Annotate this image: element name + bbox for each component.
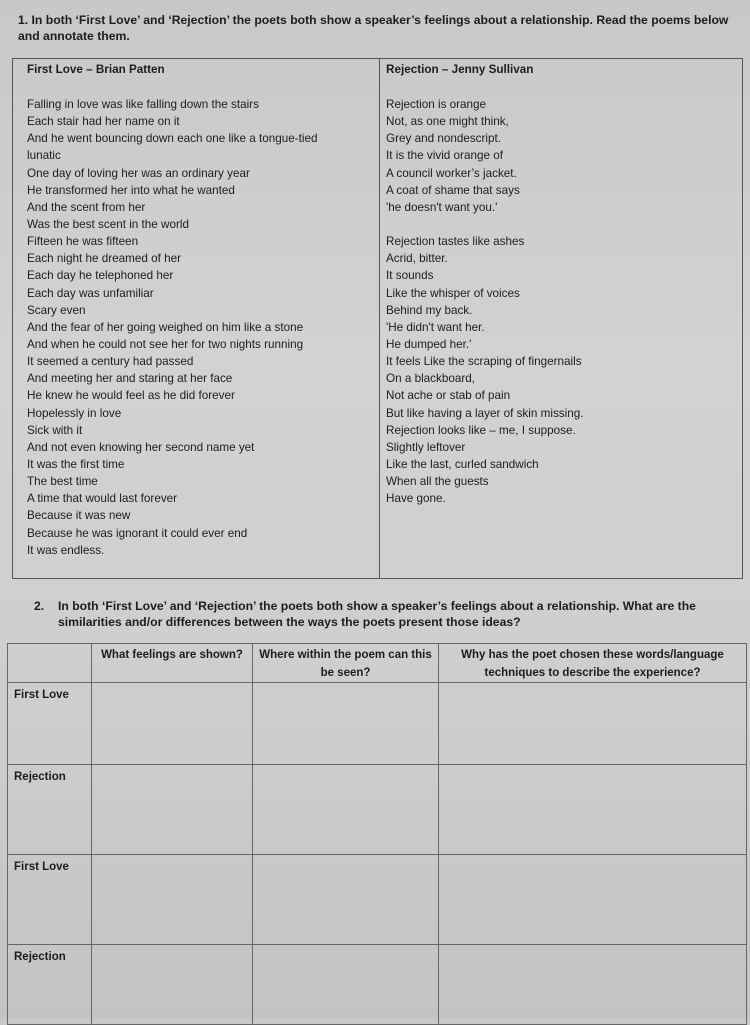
poem-line: Like the whisper of voices xyxy=(386,286,520,300)
poem-line: Each day he telephoned her xyxy=(27,269,174,283)
poem-line: But like having a layer of skin missing. xyxy=(386,406,584,420)
poem-line: He knew he would feel as he did forever xyxy=(27,389,235,403)
table-row xyxy=(8,855,747,945)
poem-line: And not even knowing her second name yet xyxy=(27,440,255,454)
poem-line: Not, as one might think, xyxy=(386,115,509,129)
poem-line: Because he was ignorant it could ever end xyxy=(27,526,248,540)
row-label-first-love: First Love xyxy=(8,855,92,945)
poem-line: One day of loving her was an ordinary year xyxy=(27,166,250,180)
poem-line: Scary even xyxy=(27,303,86,317)
poem-lines xyxy=(386,96,583,507)
poem-line: It is the vivid orange of xyxy=(386,149,503,163)
poem-line xyxy=(386,216,583,233)
poem-line: Like the last, curled sandwich xyxy=(386,457,539,471)
poem-line: Was the best scent in the world xyxy=(27,217,189,231)
row-label-rejection: Rejection xyxy=(8,945,92,1025)
poem-line: Each stair had her name on it xyxy=(27,115,180,129)
question-2-text xyxy=(34,598,750,630)
answer-cell[interactable] xyxy=(253,683,439,765)
poem-line: Have gone. xyxy=(386,492,446,506)
poem-line: Sick with it xyxy=(27,423,83,437)
poem-line: It was the first time xyxy=(27,457,125,471)
poem-line: A time that would last forever xyxy=(27,492,178,506)
answer-cell[interactable] xyxy=(92,855,253,945)
comparison-table xyxy=(7,643,747,1025)
question-2-number: 2. xyxy=(34,599,45,613)
poem-line: And when he could not see her for two nights running xyxy=(27,337,304,351)
row-label-rejection: Rejection xyxy=(8,765,92,855)
answer-cell[interactable] xyxy=(92,683,253,765)
poem-line: Fifteen he was fifteen xyxy=(27,235,139,249)
poem-line: And the fear of her going weighed on him like a stone xyxy=(27,320,304,334)
poem-line: And meeting her and staring at her face xyxy=(27,372,233,386)
poem-line: He dumped her.' xyxy=(386,337,472,351)
poem-lines xyxy=(27,96,317,559)
poem-line: It seemed a century had passed xyxy=(27,355,194,369)
poem-line: lunatic xyxy=(27,149,61,163)
poem-line: Rejection is orange xyxy=(386,98,487,111)
answer-cell[interactable] xyxy=(253,765,439,855)
poem-line: Grey and nondescript. xyxy=(386,132,501,146)
answer-cell[interactable] xyxy=(439,945,747,1025)
poem-title: Rejection – Jenny Sullivan xyxy=(386,63,534,76)
poem-line: Rejection tastes like ashes xyxy=(386,235,525,249)
poem-line: Rejection looks like – me, I suppose. xyxy=(386,423,576,437)
answer-cell[interactable] xyxy=(92,945,253,1025)
table-row xyxy=(8,945,747,1025)
poems-divider xyxy=(379,59,380,578)
answer-cell[interactable] xyxy=(253,855,439,945)
poem-line: Falling in love was like falling down the stairs xyxy=(27,98,259,111)
header-cell-blank xyxy=(8,644,92,683)
question-2-body: In both ‘First Love’ and ‘Rejection’ the poets both show a speaker’s feelings about a relationship. What are the similarities and/or differences between the ways the poets present those ideas? xyxy=(58,599,696,629)
poem-line: It was endless. xyxy=(27,543,105,557)
answer-cell[interactable] xyxy=(253,945,439,1025)
poem-line: On a blackboard, xyxy=(386,372,476,386)
answer-cell[interactable] xyxy=(439,683,747,765)
row-label-first-love: First Love xyxy=(8,683,92,765)
poem-line: And the scent from her xyxy=(27,200,146,214)
header-feelings: What feelings are shown? xyxy=(92,644,253,683)
poem-line: Behind my back. xyxy=(386,303,473,317)
answer-cell[interactable] xyxy=(439,855,747,945)
poem-line: Each day was unfamiliar xyxy=(27,286,154,300)
header-where: Where within the poem can this be seen? xyxy=(253,644,439,683)
answer-cell[interactable] xyxy=(92,765,253,855)
header-why: Why has the poet chosen these words/language techniques to describe the experience? xyxy=(439,644,747,683)
poem-title: First Love – Brian Patten xyxy=(27,63,165,76)
poem-line: Slightly leftover xyxy=(386,440,466,454)
poem-line: A council worker’s jacket. xyxy=(386,166,517,180)
poem-line: He transformed her into what he wanted xyxy=(27,183,235,197)
poem-line: Hopelessly in love xyxy=(27,406,122,420)
poem-line: A coat of shame that says xyxy=(386,183,520,197)
poem-line: Because it was new xyxy=(27,509,131,523)
poem-line: The best time xyxy=(27,475,98,489)
table-header-row xyxy=(8,644,747,683)
poem-line: Acrid, bitter. xyxy=(386,252,448,266)
poem-line: It sounds xyxy=(386,269,434,283)
answer-cell[interactable] xyxy=(439,765,747,855)
poems-table xyxy=(12,58,743,579)
question-1-text: 1. In both ‘First Love’ and ‘Rejection’ the poets both show a speaker’s feelings about a relationship. Read the poems below and annotate them. xyxy=(18,13,729,43)
poem-line: 'He didn't want her. xyxy=(386,320,485,334)
poem-line: Not ache or stab of pain xyxy=(386,389,511,403)
table-row xyxy=(8,765,747,855)
poem-line: It feels Like the scraping of fingernails xyxy=(386,355,582,369)
poem-line: Each night he dreamed of her xyxy=(27,252,181,266)
poem-line: When all the guests xyxy=(386,475,489,489)
poem-line: 'he doesn't want you.' xyxy=(386,200,498,214)
table-row xyxy=(8,683,747,765)
poem-line: And he went bouncing down each one like a tongue-tied xyxy=(27,132,318,146)
